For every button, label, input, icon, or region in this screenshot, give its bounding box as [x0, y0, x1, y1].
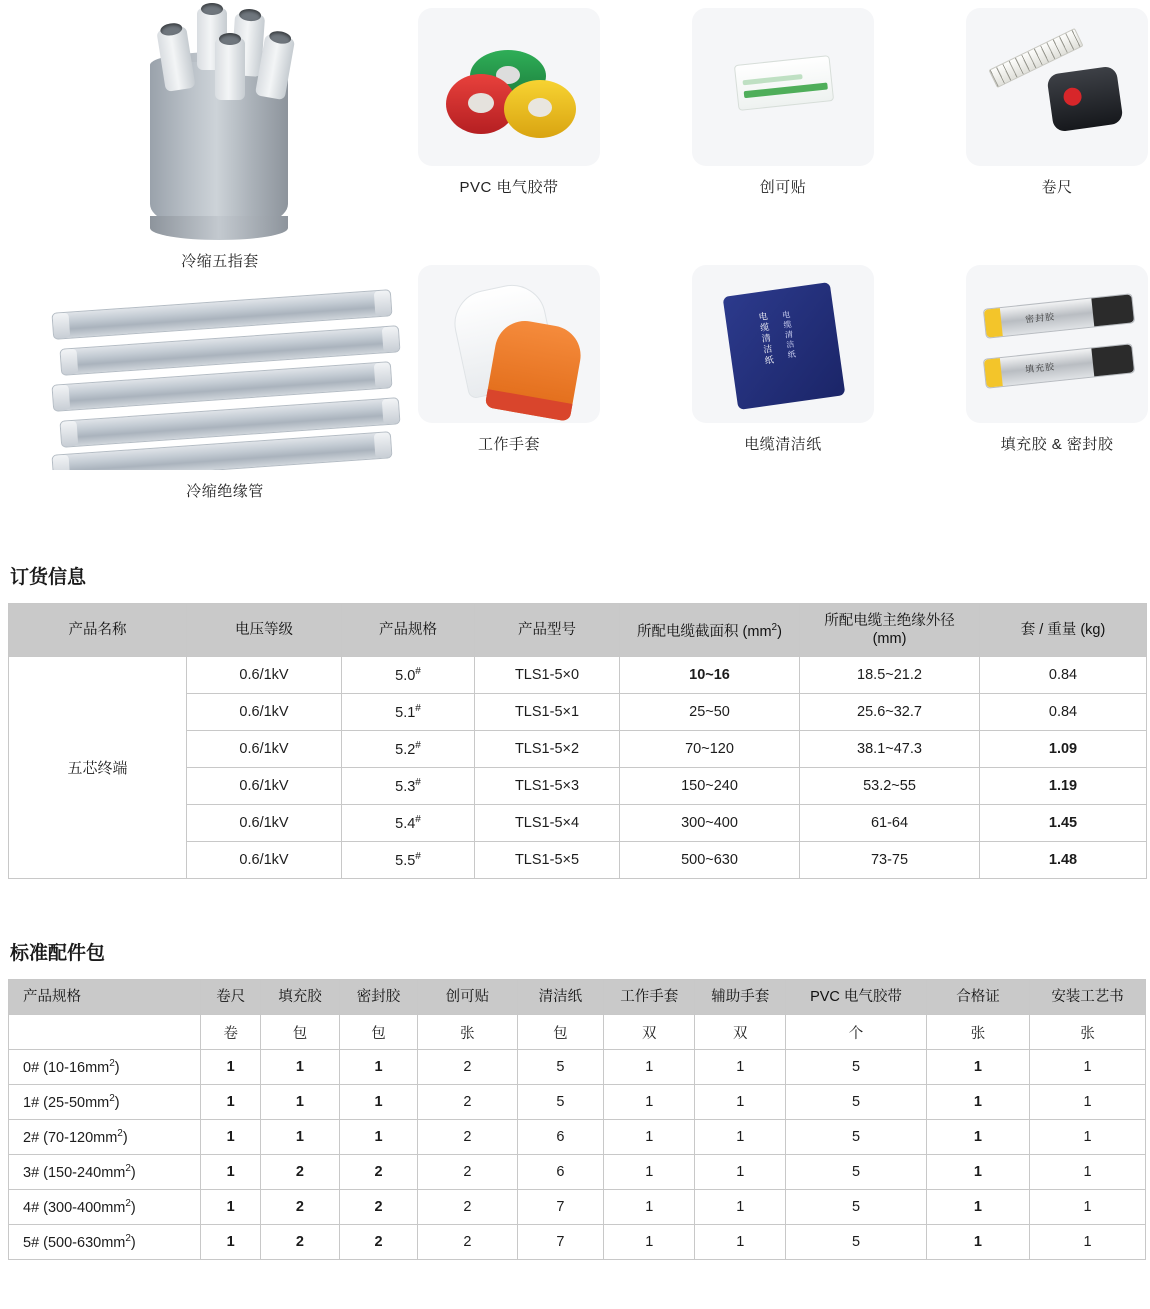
cell-qty: 1: [339, 1050, 418, 1085]
cell-spec: 5.5#: [342, 842, 475, 879]
work-gloves-image: [418, 265, 600, 423]
cell-qty: 1: [604, 1085, 695, 1120]
cell-voltage: 0.6/1kV: [187, 694, 342, 731]
product-caption: 填充胶 & 密封胶: [1000, 436, 1114, 453]
cell-qty: 1: [261, 1050, 340, 1085]
cell-unit-label: [9, 1015, 201, 1050]
table-unit-row: [9, 1015, 1146, 1050]
table-row: [9, 1050, 1146, 1085]
cell-qty: 5: [786, 1050, 927, 1085]
cell-qty: 2: [261, 1155, 340, 1190]
th-filling-glue: 填充胶: [261, 980, 340, 1015]
cell-qty: 5: [517, 1050, 604, 1085]
order-information-table: [8, 603, 1147, 879]
cell-model: TLS1-5×1: [475, 694, 620, 731]
product-caption: 电缆清洁纸: [744, 436, 822, 453]
cell-qty: 1: [695, 1190, 786, 1225]
cell-voltage: 0.6/1kV: [187, 842, 342, 879]
cell-unit: 张: [926, 1015, 1029, 1050]
th-product-model: 产品型号: [475, 604, 620, 657]
product-caption: 冷缩绝缘管: [186, 483, 264, 500]
cell-qty: 2: [339, 1225, 418, 1260]
cell-qty: 2: [339, 1190, 418, 1225]
cell-qty: 1: [261, 1120, 340, 1155]
cell-model: TLS1-5×5: [475, 842, 620, 879]
standard-kit-table: [8, 979, 1146, 1260]
cell-weight: 1.48: [980, 842, 1147, 879]
cell-qty: 1: [695, 1120, 786, 1155]
cell-spec: 2# $(70-120mm^2)$: [9, 1120, 201, 1155]
product-caption: PVC 电气胶带: [459, 179, 559, 196]
cell-area: 10~16: [620, 657, 800, 694]
cell-unit: 张: [418, 1015, 517, 1050]
tape-measure-image: [966, 8, 1148, 166]
cell-weight: 0.84: [980, 694, 1147, 731]
th-cleaning-paper: 清洁纸: [517, 980, 604, 1015]
cell-qty: 1: [201, 1085, 261, 1120]
cell-unit: 双: [695, 1015, 786, 1050]
th-tape-measure: 卷尺: [201, 980, 261, 1015]
th-certificate: 合格证: [926, 980, 1029, 1015]
cell-diameter: 25.6~32.7: [800, 694, 980, 731]
cell-qty: 5: [786, 1120, 927, 1155]
order-information-title: 订货信息: [10, 567, 87, 588]
cell-qty: 2: [418, 1225, 517, 1260]
th-product-spec: 产品规格: [9, 980, 201, 1015]
cell-unit: 双: [604, 1015, 695, 1050]
cell-unit: 张: [1030, 1015, 1146, 1050]
cell-qty: 6: [517, 1155, 604, 1190]
cell-qty: 1: [1030, 1120, 1146, 1155]
cell-area: 300~400: [620, 805, 800, 842]
cell-unit: 包: [339, 1015, 418, 1050]
table-row: [9, 1120, 1146, 1155]
cleaning-paper-bag-shape: 电缆清洁纸 电缆清洁纸: [723, 282, 846, 410]
finger-shape: [215, 38, 245, 100]
cell-qty: 2: [261, 1225, 340, 1260]
product-band-aid: [692, 8, 874, 197]
cell-unit: 包: [261, 1015, 340, 1050]
cell-unit: 卷: [201, 1015, 261, 1050]
cell-area: 150~240: [620, 768, 800, 805]
table-header-row: [9, 980, 1146, 1015]
cell-spec: 5.1#: [342, 694, 475, 731]
cell-qty: 1: [1030, 1155, 1146, 1190]
filling-sealing-glue-image: [966, 265, 1148, 423]
cell-qty: 6: [517, 1120, 604, 1155]
cell-spec: 0# $(10-16mm^2)$: [9, 1050, 201, 1085]
cell-qty: 5: [786, 1225, 927, 1260]
cell-qty: 1: [201, 1120, 261, 1155]
cell-voltage: 0.6/1kV: [187, 657, 342, 694]
table-row: [9, 1190, 1146, 1225]
product-caption: 创可贴: [759, 179, 807, 196]
cell-diameter: 18.5~21.2: [800, 657, 980, 694]
cell-qty: 1: [339, 1120, 418, 1155]
cell-qty: 1: [1030, 1085, 1146, 1120]
th-voltage-level: 电压等级: [187, 604, 342, 657]
cell-qty: 1: [926, 1050, 1029, 1085]
product-cold-shrink-five-finger: [55, 0, 385, 271]
band-aid-shape: [734, 55, 834, 111]
cell-qty: 2: [418, 1050, 517, 1085]
cell-qty: 1: [604, 1155, 695, 1190]
cell-qty: 1: [695, 1050, 786, 1085]
cell-spec: 1# $(25-50mm^2)$: [9, 1085, 201, 1120]
cell-qty: 1: [1030, 1050, 1146, 1085]
product-work-gloves: [418, 265, 600, 454]
cell-area: 70~120: [620, 731, 800, 768]
cell-model: TLS1-5×4: [475, 805, 620, 842]
product-gallery: [0, 0, 1150, 545]
cell-qty: 1: [926, 1085, 1029, 1120]
cell-spec: 5.4#: [342, 805, 475, 842]
band-aid-image: [692, 8, 874, 166]
cell-qty: 2: [418, 1085, 517, 1120]
th-work-gloves: 工作手套: [604, 980, 695, 1015]
cell-qty: 1: [201, 1225, 261, 1260]
cell-qty: 1: [695, 1155, 786, 1190]
cell-diameter: 53.2~55: [800, 768, 980, 805]
cell-qty: 2: [339, 1155, 418, 1190]
cell-qty: 1: [604, 1120, 695, 1155]
th-cable-insulation-diameter: 所配电缆主绝缘外径 (mm): [800, 604, 980, 657]
cell-qty: 1: [201, 1050, 261, 1085]
cell-unit: 包: [517, 1015, 604, 1050]
cell-unit: 个: [786, 1015, 927, 1050]
order-information-section: [0, 562, 1150, 879]
product-filling-sealing-glue: [966, 265, 1148, 454]
pvc-electrical-tape-image: [418, 8, 600, 166]
cell-qty: 5: [517, 1085, 604, 1120]
cell-area: 25~50: [620, 694, 800, 731]
th-product-name: 产品名称: [9, 604, 187, 657]
cell-qty: 1: [926, 1155, 1029, 1190]
cell-spec: 5.2#: [342, 731, 475, 768]
product-caption: 工作手套: [477, 436, 540, 453]
cold-shrink-insulation-tube-image: [30, 285, 420, 470]
cell-weight: 1.45: [980, 805, 1147, 842]
cell-spec: 3# $(150-240mm^2)$: [9, 1155, 201, 1190]
cell-area: 500~630: [620, 842, 800, 879]
th-pvc-tape: PVC 电气胶带: [786, 980, 927, 1015]
cell-qty: 1: [695, 1085, 786, 1120]
th-cable-section-area: 所配电缆截面积 $(mm^2)$: [620, 604, 800, 657]
cell-diameter: 38.1~47.3: [800, 731, 980, 768]
cell-qty: 1: [1030, 1225, 1146, 1260]
product-caption: 冷缩五指套: [181, 253, 259, 270]
standard-kit-section: [0, 938, 1150, 1260]
table-row: [9, 1225, 1146, 1260]
cell-qty: 1: [201, 1155, 261, 1190]
tape-roll-yellow: [504, 80, 576, 138]
table-row: [9, 1155, 1146, 1190]
product-cable-cleaning-paper: [692, 265, 874, 454]
product-caption: 卷尺: [1041, 179, 1073, 196]
cell-qty: 1: [926, 1190, 1029, 1225]
cell-spec: 5.0#: [342, 657, 475, 694]
measure-case-shape: [1046, 65, 1123, 132]
filling-glue-shape: 填充胶: [983, 343, 1135, 389]
cell-qty: 5: [786, 1085, 927, 1120]
cell-qty: 1: [926, 1225, 1029, 1260]
cell-voltage: 0.6/1kV: [187, 731, 342, 768]
th-installation-manual: 安装工艺书: [1030, 980, 1146, 1015]
cell-qty: 1: [1030, 1190, 1146, 1225]
cell-spec: 5# $(500-630mm^2)$: [9, 1225, 201, 1260]
cell-qty: 1: [261, 1085, 340, 1120]
table-row: [9, 657, 1147, 694]
product-pvc-electrical-tape: [418, 8, 600, 197]
cell-product-name: 五芯终端: [9, 657, 187, 879]
cell-diameter: 73-75: [800, 842, 980, 879]
cell-qty: 1: [201, 1190, 261, 1225]
product-cold-shrink-insulation-tube: [30, 285, 420, 501]
cold-shrink-five-finger-image: [55, 0, 385, 240]
cell-diameter: 61-64: [800, 805, 980, 842]
cell-qty: 1: [604, 1225, 695, 1260]
th-product-spec: 产品规格: [342, 604, 475, 657]
standard-kit-title: 标准配件包: [10, 943, 106, 964]
th-set-weight: 套 / 重量 (kg): [980, 604, 1147, 657]
cell-qty: 1: [604, 1190, 695, 1225]
cell-qty: 5: [786, 1190, 927, 1225]
th-auxiliary-gloves: 辅助手套: [695, 980, 786, 1015]
product-tape-measure: [966, 8, 1148, 197]
cell-model: TLS1-5×0: [475, 657, 620, 694]
cell-qty: 5: [786, 1155, 927, 1190]
table-row: [9, 1085, 1146, 1120]
cell-model: TLS1-5×2: [475, 731, 620, 768]
cell-weight: 1.19: [980, 768, 1147, 805]
sealing-glue-shape: 密封胶: [983, 293, 1135, 339]
cell-spec: 4# $(300-400mm^2)$: [9, 1190, 201, 1225]
cell-voltage: 0.6/1kV: [187, 805, 342, 842]
cell-voltage: 0.6/1kV: [187, 768, 342, 805]
cable-cleaning-paper-image: [692, 265, 874, 423]
cell-qty: 2: [418, 1155, 517, 1190]
cell-qty: 1: [339, 1085, 418, 1120]
cell-weight: 1.09: [980, 731, 1147, 768]
cell-qty: 7: [517, 1190, 604, 1225]
cell-qty: 1: [604, 1050, 695, 1085]
cell-qty: 1: [695, 1225, 786, 1260]
cell-qty: 1: [926, 1120, 1029, 1155]
cell-model: TLS1-5×3: [475, 768, 620, 805]
th-sealing-glue: 密封胶: [339, 980, 418, 1015]
table-header-row: [9, 604, 1147, 657]
cell-qty: 2: [418, 1120, 517, 1155]
cell-spec: 5.3#: [342, 768, 475, 805]
cell-qty: 2: [261, 1190, 340, 1225]
cell-qty: 2: [418, 1190, 517, 1225]
th-band-aid: 创可贴: [418, 980, 517, 1015]
cell-weight: 0.84: [980, 657, 1147, 694]
cell-qty: 7: [517, 1225, 604, 1260]
